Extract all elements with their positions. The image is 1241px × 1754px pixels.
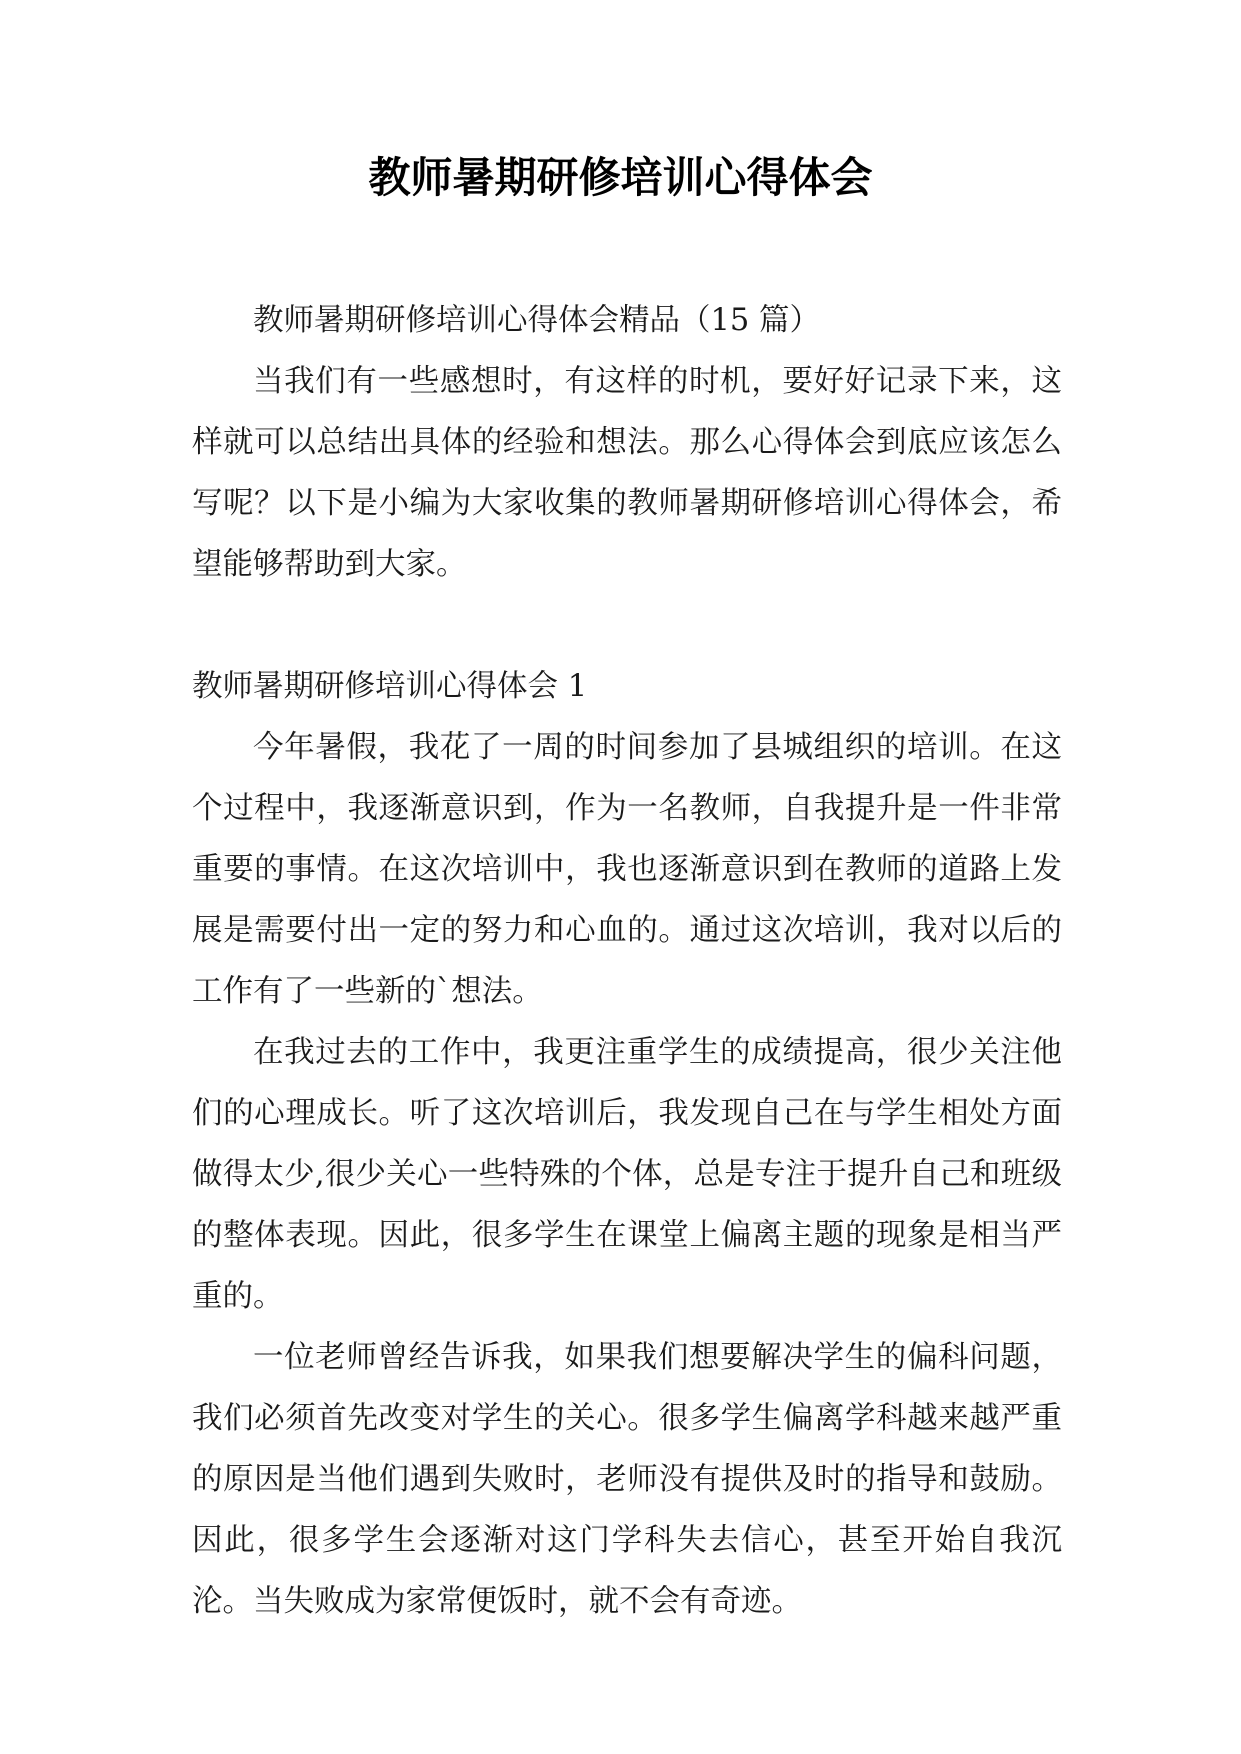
section-heading: 教师暑期研修培训心得体会 1: [192, 669, 588, 704]
section-spacer: [192, 595, 1062, 656]
document-subtitle: 教师暑期研修培训心得体会精品（15 篇）: [253, 303, 821, 338]
document-body: [192, 290, 1062, 1632]
body-paragraph: 在我过去的工作中，我更注重学生的成绩提高，很少关注他们的心理成长。听了这次培训后，我发现自己在与学生相处方面做得太少,很少关心一些特殊的个体，总是专注于提升自己和班级的整体表现。因此，很多学生在课堂上偏离主题的现象是相当严重的。: [192, 1035, 1062, 1314]
document-title: 教师暑期研修培训心得体会: [368, 153, 873, 202]
body-paragraph: 一位老师曾经告诉我，如果我们想要解决学生的偏科问题，我们必须首先改变对学生的关心。很多学生偏离学科越来越严重的原因是当他们遇到失败时，老师没有提供及时的指导和鼓励。因此，很多学生会逐渐对这门学科失去信心，甚至开始自我沉沦。当失败成为家常便饭时，就不会有奇迹。: [192, 1340, 1062, 1619]
body-paragraph: 今年暑假，我花了一周的时间参加了县城组织的培训。在这个过程中，我逐渐意识到，作为一名教师，自我提升是一件非常重要的事情。在这次培训中，我也逐渐意识到在教师的道路上发展是需要付出一定的努力和心血的。通过这次培训，我对以后的工作有了一些新的`想法。: [192, 730, 1062, 1009]
intro-paragraph: 当我们有一些感想时，有这样的时机，要好好记录下来，这样就可以总结出具体的经验和想法。那么心得体会到底应该怎么写呢？以下是小编为大家收集的教师暑期研修培训心得体会，希望能够帮助到大家。: [192, 364, 1062, 582]
